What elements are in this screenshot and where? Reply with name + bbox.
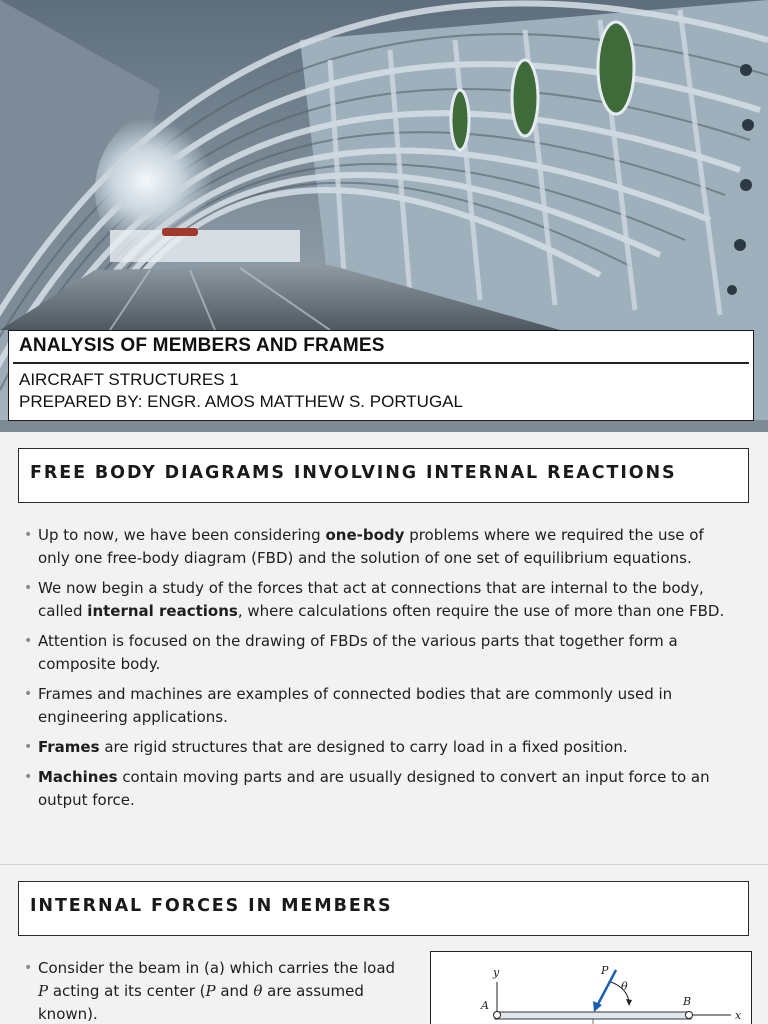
label-b: B <box>683 995 692 1008</box>
bullet-dot-icon: • <box>24 633 33 649</box>
theta-arc-arrowhead-icon <box>626 999 632 1006</box>
bullet-item: • Frames are rigid structures that are designed to carry load in a fixed position. <box>24 736 736 759</box>
bullet-item: • Frames and machines are examples of connected bodies that are commonly used in engineering applications. <box>24 685 673 726</box>
presentation-title: ANALYSIS OF MEMBERS AND FRAMES <box>19 335 385 356</box>
slide-heading: INTERNAL FORCES IN MEMBERS <box>30 896 393 916</box>
label-x: x <box>735 1009 742 1022</box>
bullet-list <box>24 524 736 819</box>
bullet-item: • Up to now, we have been considering one-body problems where we required the use of only one free-body diagram (FBD) and the solution of one set of equilibrium equations. <box>24 526 704 567</box>
prepared-by: PREPARED BY: ENGR. AMOS MATTHEW S. PORTUGAL <box>19 392 463 411</box>
bullet-item: • Machines contain moving parts and are usually designed to convert an input force to an output force. <box>24 768 710 809</box>
pin-b-icon <box>686 1012 693 1019</box>
label-theta: θ <box>621 980 628 993</box>
pin-a-icon <box>494 1012 501 1019</box>
title-divider <box>13 362 749 364</box>
slide-heading-box <box>18 881 749 936</box>
course-name: AIRCRAFT STRUCTURES 1 <box>19 370 239 389</box>
bullet-dot-icon: • <box>24 960 33 976</box>
bullet-item: • We now begin a study of the forces that act at connections that are internal to the body, called internal reactions, where calculations often require the use of more than one FBD. <box>24 579 725 620</box>
bullet-list <box>24 957 424 1024</box>
bullet-dot-icon: • <box>24 686 33 702</box>
title-subtitle <box>19 369 463 413</box>
beam-diagram <box>431 952 752 1024</box>
title-slide <box>0 0 768 432</box>
content-slide-fbd <box>0 432 768 864</box>
slide-heading-box <box>18 448 749 503</box>
bullet-dot-icon: • <box>24 527 33 543</box>
label-a: A <box>481 999 489 1012</box>
label-p: P <box>601 964 609 977</box>
bullet-item: • Attention is focused on the drawing of FBDs of the various parts that together form a composite body. <box>24 632 678 673</box>
beam <box>495 1012 691 1019</box>
label-y: y <box>493 966 500 979</box>
bullet-dot-icon: • <box>24 739 33 755</box>
bullet-dot-icon: • <box>24 580 33 596</box>
beam-figure <box>430 951 752 1024</box>
slide-heading: FREE BODY DIAGRAMS INVOLVING INTERNAL REACTIONS <box>30 463 677 483</box>
bullet-item: • Consider the beam in (a) which carries the load P acting at its center (P and θ are assumed known). <box>24 959 396 1023</box>
content-slide-internal-forces <box>0 865 768 1024</box>
title-box <box>8 330 754 421</box>
bullet-dot-icon: • <box>24 769 33 785</box>
